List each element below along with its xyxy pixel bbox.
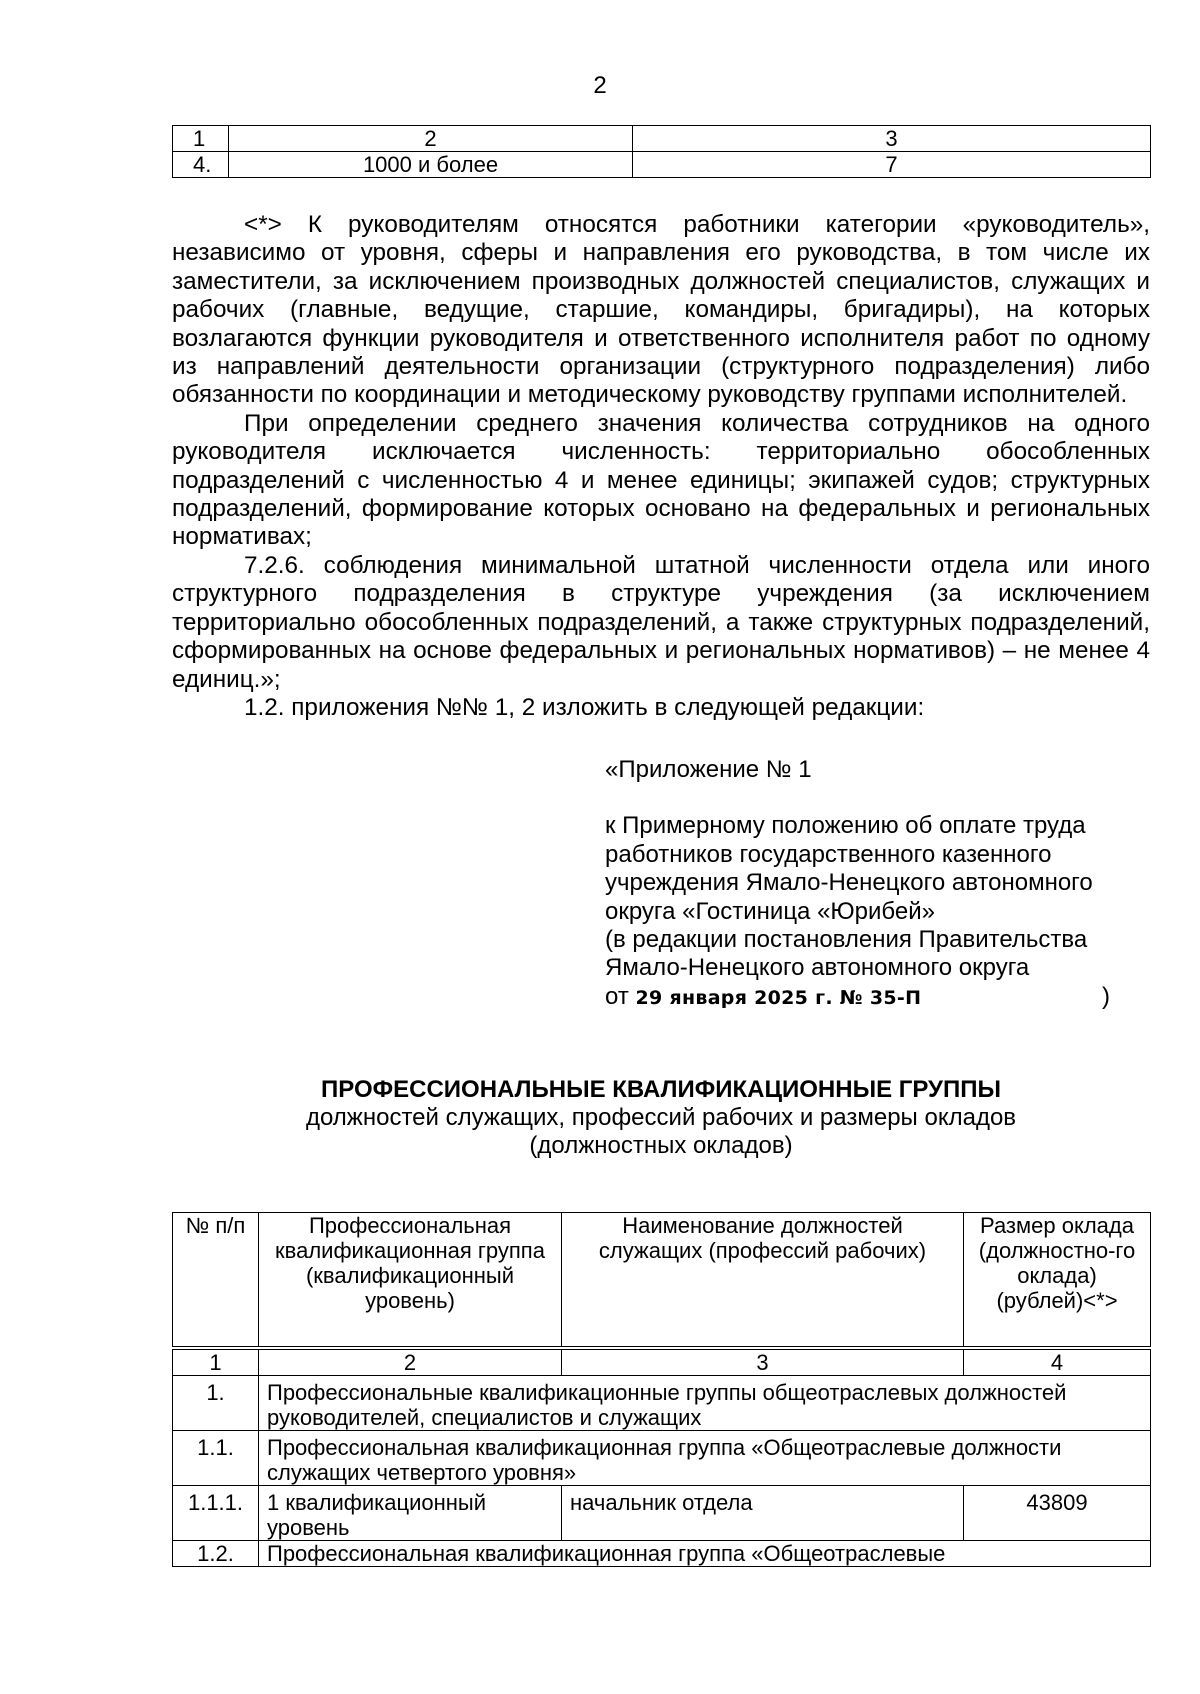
- header-cell-salary: Размер оклада (должностно-го оклада) (рублей)<*>: [964, 1213, 1151, 1349]
- table-cell: 1.1.: [173, 1431, 259, 1486]
- table-cell: Профессиональная квалификационная группа «Общеотраслевые должности служащих четвертого уровня»: [259, 1431, 1151, 1486]
- table-cell: 3: [633, 126, 1151, 152]
- section-heading: [172, 1076, 1150, 1160]
- heading-subtitle: (должностных окладов): [529, 1132, 793, 1159]
- table-cell: 1: [173, 126, 229, 152]
- appendix-line: Ямало-Ненецкого автономного округа: [605, 954, 1030, 982]
- table-cell: 2: [259, 1348, 562, 1376]
- appendix-title: «Приложение № 1: [605, 756, 812, 783]
- footnote-paragraph: <*> К руководителям относятся работники категории «руководитель», независимо от уровня, сферы и направления его руководства, в том числе их заместители, за исключением производных должностей специалистов, служащих и рабочих (главные, ведущие, старшие, командиры, бригадиры), на которых возлагаются функции руководителя и ответственного исполнителя работ по одному из направлений деятельности организации (структурного подразделения) либо обязанности по координации и методическому руководству группами исполнителей.: [172, 211, 1150, 409]
- appendix-block: [605, 756, 1165, 1012]
- table-cell: Профессиональная квалификационная группа «Общеотраслевые: [259, 1541, 1151, 1567]
- appendix-date-line: [605, 983, 1165, 1012]
- date-close: ): [1102, 982, 1110, 1010]
- table-row: [173, 1376, 1151, 1431]
- appendix-line: округа «Гостиница «Юрибей»: [605, 897, 935, 925]
- date-stamp: 29 января 2025 г. № 35-П: [635, 986, 922, 1009]
- table-header-row: [173, 126, 1151, 152]
- table-cell: 4: [964, 1348, 1151, 1376]
- appendix-line: учреждения Ямало-Ненецкого автономного: [605, 869, 1093, 897]
- salary-table: [172, 1212, 1151, 1567]
- table-cell: 2: [229, 126, 633, 152]
- table-row: [173, 1541, 1151, 1567]
- table-cell: 1.2.: [173, 1541, 259, 1567]
- appendix-line: (в редакции постановления Правительства: [605, 926, 1088, 954]
- heading-title: ПРОФЕССИОНАЛЬНЫЕ КВАЛИФИКАЦИОННЫЕ ГРУППЫ: [321, 1076, 1001, 1103]
- table-row: [173, 152, 1151, 178]
- header-cell-number: № п/п: [173, 1213, 259, 1349]
- table-row: [173, 1431, 1151, 1486]
- date-prefix: от: [605, 982, 629, 1010]
- top-table: [172, 125, 1151, 178]
- clause-7-2-6: 7.2.6. соблюдения минимальной штатной численности отдела или иного структурного подразделения в структуре учреждения (за исключением территориально обособленных подразделений, а также структурных подразделений, сформированных на основе федеральных и региональных нормативов) – не менее 4 единиц.»;: [172, 551, 1150, 693]
- column-number-row: [173, 1348, 1151, 1376]
- clause-1-2: 1.2. приложения №№ 1, 2 изложить в следующей редакции:: [244, 693, 925, 721]
- page-number: 2: [593, 72, 607, 99]
- table-cell: 1.1.1.: [173, 1486, 259, 1541]
- table-cell: 4.: [173, 152, 229, 178]
- table-cell: 1000 и более: [229, 152, 633, 178]
- table-cell: 1 квалификационный уровень: [259, 1486, 562, 1541]
- table-cell: Профессиональные квалификационные группы общеотраслевых должностей руководителей, специалистов и служащих: [259, 1376, 1151, 1431]
- header-cell-group: Профессиональная квалификационная группа (квалификационный уровень): [259, 1213, 562, 1349]
- exclusion-paragraph: При определении среднего значения количества сотрудников на одного руководителя исключается численность: территориально обособленных подразделений с численностью 4 и менее единицы; экипажей судов; структурных подразделений, формирование которых основано на федеральных и региональных нормативах;: [172, 409, 1150, 551]
- table-cell: 1.: [173, 1376, 259, 1431]
- header-cell-position: Наименование должностей служащих (профессий рабочих): [562, 1213, 964, 1349]
- table-header-row: [173, 1213, 1151, 1349]
- table-cell: 3: [562, 1348, 964, 1376]
- table-row: [173, 1486, 1151, 1541]
- table-cell: начальник отдела: [562, 1486, 964, 1541]
- heading-subtitle: должностей служащих, профессий рабочих и размеры окладов: [305, 1104, 1017, 1131]
- body-text: [172, 211, 1150, 722]
- appendix-line: работников государственного казенного: [605, 840, 1052, 868]
- table-cell: 7: [633, 152, 1151, 178]
- appendix-line: к Примерному положению об оплате труда: [605, 812, 1086, 840]
- table-cell: 1: [173, 1348, 259, 1376]
- salary-value: 43809: [964, 1486, 1151, 1541]
